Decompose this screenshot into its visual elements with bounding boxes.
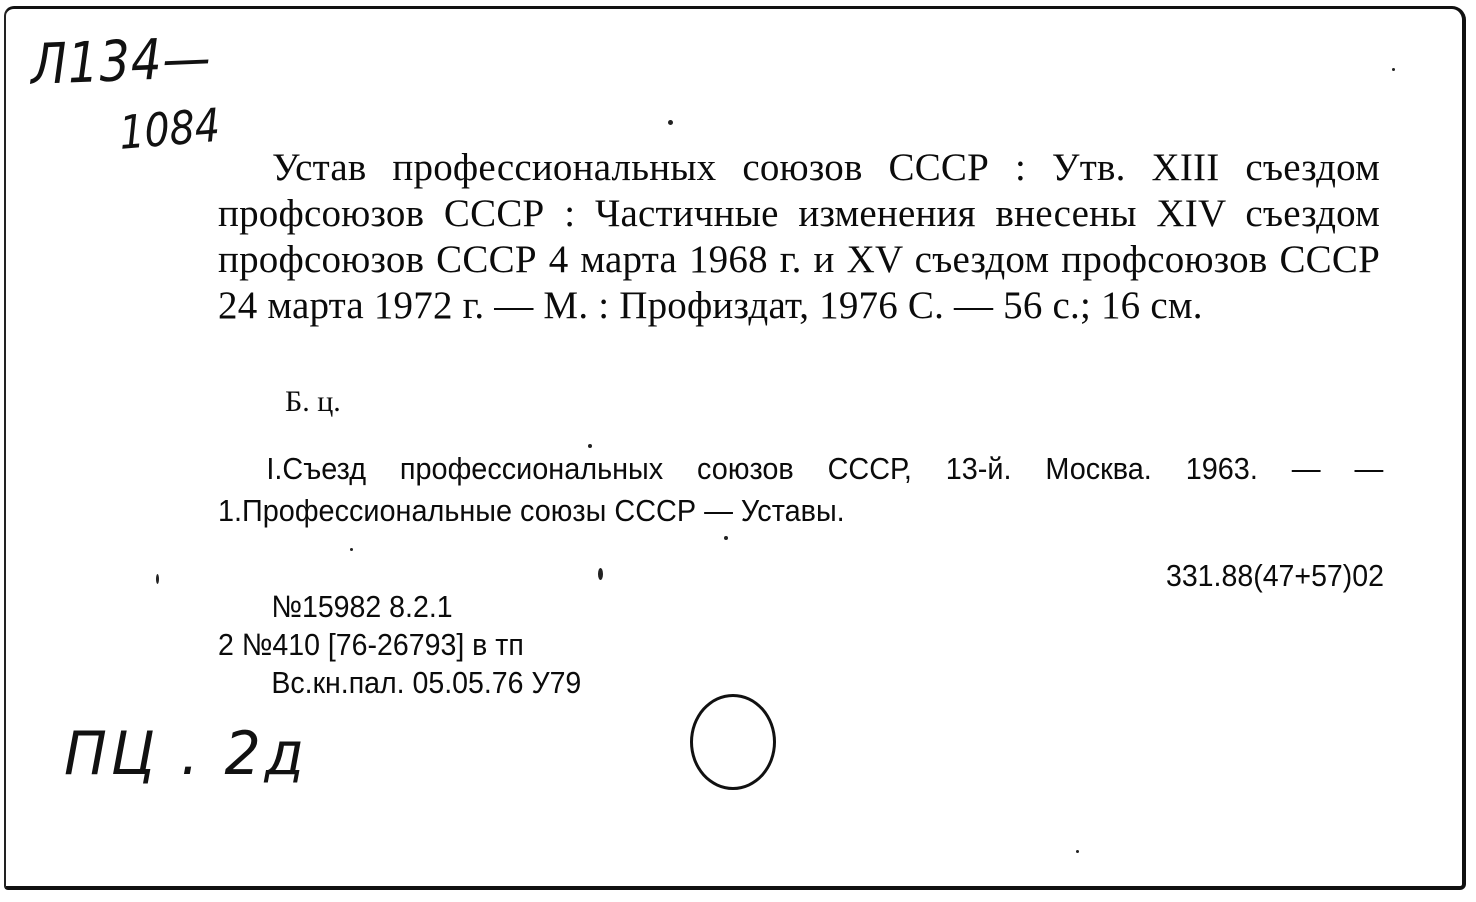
card-imprint	[218, 588, 581, 702]
scan-speck	[1392, 68, 1395, 71]
handwritten-shelf-mark: ПЦ . 2д	[64, 719, 308, 789]
imprint-line: 2 №410 [76-26793] в тп	[218, 627, 524, 662]
imprint-line: №15982 8.2.1	[271, 589, 453, 624]
punch-hole	[690, 694, 776, 790]
tracings-text: I.Съезд профессиональных союзов СССР, 13-й. Москва. 1963. — —1.Профессиональные союзы СССР — Уставы.	[218, 451, 1384, 528]
scan-speck	[156, 574, 159, 584]
bibliographic-description	[218, 145, 1380, 329]
scan-speck	[350, 548, 353, 551]
scan-speck	[598, 568, 603, 580]
imprint-line: Вс.кн.пал. 05.05.76 У79	[271, 665, 582, 700]
scan-speck	[668, 120, 673, 125]
scan-speck	[724, 536, 728, 540]
handwritten-call-number: Л134—	[29, 25, 213, 98]
udc-classification: 331.88(47+57)02	[1165, 558, 1384, 593]
scan-speck	[1076, 850, 1079, 853]
price-note: Б. ц.	[285, 385, 341, 418]
handwritten-call-number-second: 1084	[117, 97, 222, 160]
scan-speck	[588, 444, 592, 448]
main-text: Устав профессиональных союзов СССР : Утв. XIII съездом профсоюзов СССР : Частичные изменения внесены XIV съездом профсоюзов СССР 4 марта 1968 г. и XV съездом профсоюзов СССР 24 марта 1972 г. — М. : Профиздат, 1976 С. — 56 с.; 16 см.	[218, 146, 1380, 327]
tracings	[218, 448, 1383, 532]
